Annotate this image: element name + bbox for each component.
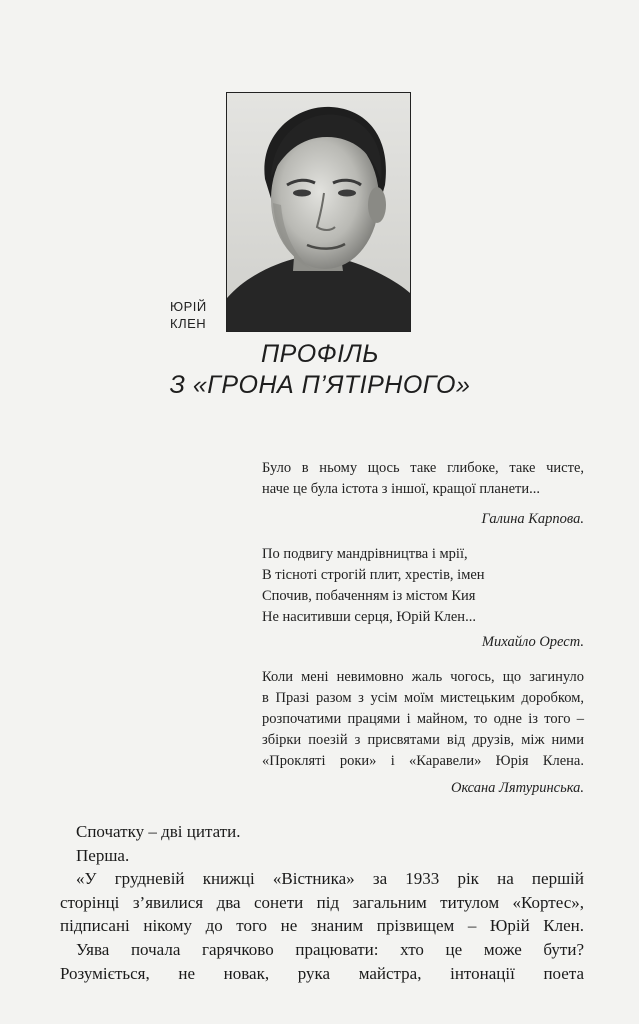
- poem-line: Не наситивши серця, Юрій Клен...: [262, 609, 476, 625]
- epigraph-line: в Празі разом з усім моїм мистецьким доробком,: [262, 690, 584, 706]
- paragraph-line: сторінці з’явилися два сонети під загальним титулом «Кортес»,: [60, 892, 584, 912]
- epigraph-line: Коли мені невимовно жаль чогось, що загинуло: [262, 669, 584, 685]
- epigraph-line: розпочатими працями і майном, то одне із того –: [262, 711, 584, 727]
- portrait-image: [227, 93, 410, 331]
- title-line-2: З «ГРОНА П’ЯТІРНОГО»: [169, 371, 471, 399]
- epigraph-1-signature: Галина Карпова.: [481, 511, 584, 527]
- paragraph-line: Спочатку – дві цитати.: [76, 822, 241, 841]
- body-text: [60, 820, 584, 985]
- epigraph-line: «Прокляті роки» і «Каравели» Юрія Клена.: [262, 753, 584, 769]
- epigraph-3-signature: Оксана Лятуринська.: [450, 780, 584, 796]
- epigraph-3: [262, 667, 584, 772]
- author-portrait: [226, 92, 411, 332]
- epigraph-line: Було в ньому щось таке глибоке, таке чисте,: [262, 460, 584, 476]
- epigraph-2-signature: Михайло Орест.: [481, 634, 584, 650]
- paragraph-line: Уява почала гарячково працювати: хто це може бути?: [76, 939, 584, 959]
- paragraph-line: Розуміється, не новак, рука майстра, інтонації поета: [60, 963, 584, 983]
- paragraph-line: підписані нікому до того не знаним прізвищем – Юрій Клен.: [60, 916, 584, 936]
- epigraph-2-poem: [262, 544, 584, 628]
- epigraph-1: [262, 458, 584, 500]
- poem-line: В тісноті строгій плит, хрестів, імен: [262, 567, 485, 583]
- epigraph-line: наче це була істота з іншої, кращої планети...: [262, 481, 540, 497]
- paragraph-line: Перша.: [76, 845, 130, 865]
- author-first-name: ЮРІЙ: [170, 299, 207, 314]
- poem-line: Спочив, побаченням із містом Кия: [262, 588, 476, 604]
- epigraph-line: збірки поезій з присвятами від друзів, між ними: [262, 732, 584, 748]
- author-last-name: КЛЕН: [170, 316, 207, 331]
- paragraph-line: «У грудневій книжці «Вістника» за 1933 рік на першій: [76, 869, 584, 889]
- poem-line: По подвигу мандрівництва і мрії,: [262, 546, 468, 562]
- author-name-label: [170, 298, 222, 332]
- title-line-1: ПРОФІЛЬ: [261, 340, 379, 368]
- page-title: [150, 339, 490, 401]
